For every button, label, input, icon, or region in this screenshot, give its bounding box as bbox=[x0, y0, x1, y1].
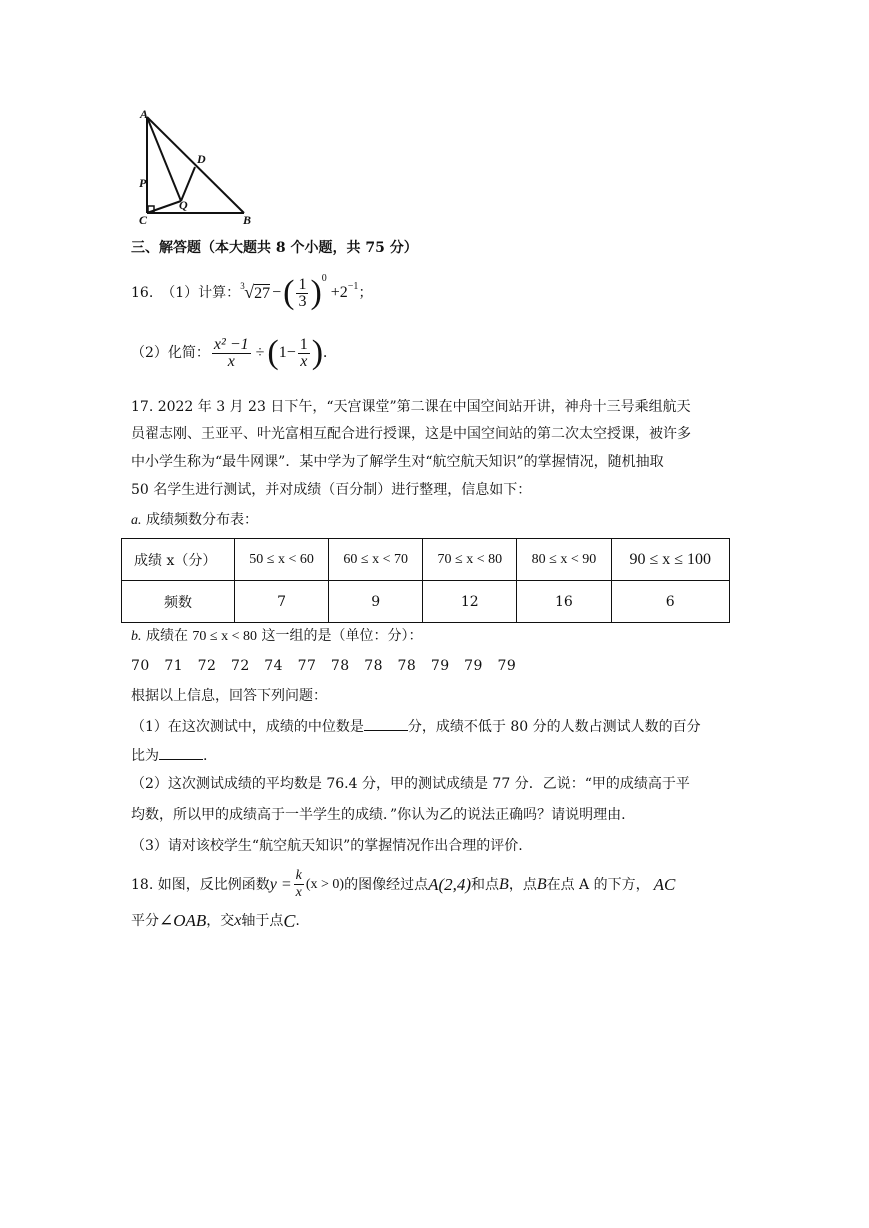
fraction-x2-1-over-x bbox=[212, 337, 251, 370]
q18-text-8: 轴于点 bbox=[241, 913, 284, 929]
b-range: 70 ≤ x < 80 bbox=[192, 629, 257, 644]
cube-root: 3 √27 bbox=[240, 283, 270, 303]
point-a: A(2,4) bbox=[428, 874, 472, 894]
func-fraction bbox=[294, 868, 304, 901]
q16-number: 16. bbox=[131, 285, 154, 301]
q18-text-3: 和点 bbox=[471, 876, 500, 893]
table-row bbox=[122, 581, 730, 623]
q18-text-7: ，交 bbox=[206, 913, 235, 929]
table-cell: 6 bbox=[611, 581, 730, 623]
period: . bbox=[323, 344, 328, 361]
point-c: C bbox=[283, 911, 296, 931]
q18-text-2: 的图像经过点 bbox=[344, 876, 429, 893]
q18-period: . bbox=[295, 913, 300, 929]
label-Q: Q bbox=[179, 198, 188, 212]
a-label: a. bbox=[131, 513, 142, 528]
table-header-cell: 60 ≤ x < 70 bbox=[329, 539, 423, 581]
q16-part1: 16. （1）计算： 3 √27 − ( $\frac{1}{3}$ ) 0 +2 −1 ； bbox=[131, 276, 372, 310]
minus-sign: − bbox=[272, 284, 282, 301]
exponent-neg-one: −1 bbox=[347, 281, 359, 292]
triangle-figure bbox=[130, 105, 260, 230]
q18-line2 bbox=[131, 912, 300, 930]
table-header-cell: 90 ≤ x ≤ 100 bbox=[611, 539, 730, 581]
point-b: B bbox=[499, 875, 509, 893]
label-D: D bbox=[197, 152, 206, 166]
answer-blank bbox=[364, 716, 408, 731]
func-y: y = bbox=[269, 875, 292, 893]
exponent-zero: 0 bbox=[321, 273, 327, 284]
p1-text: （1）在这次测试中，成绩的中位数是 bbox=[131, 719, 364, 735]
q18-text-4: ，点 bbox=[508, 876, 537, 893]
q17-a-line bbox=[131, 511, 258, 530]
q17-prompt: 根据以上信息，回答下列问题： bbox=[131, 688, 327, 704]
frac-den: x bbox=[227, 352, 235, 370]
p1-text-2: 分，成绩不低于 80 分的人数占测试人数的百分 bbox=[407, 719, 701, 735]
frac-den: x bbox=[295, 885, 302, 900]
one-minus: 1− bbox=[278, 344, 296, 361]
q17-line-1: 17. 2022 年 3 月 23 日下午，“天宫课堂”第二课在中国空间站开讲，神舟十三号乘组航天 bbox=[131, 399, 691, 415]
fraction-one-third bbox=[296, 277, 308, 310]
q18-line1 bbox=[131, 868, 675, 901]
q18-text-5: 在点 A 的下方， bbox=[546, 876, 650, 893]
table-header-cell: 80 ≤ x < 90 bbox=[517, 539, 611, 581]
label-P: P bbox=[139, 176, 147, 190]
table-cell: 7 bbox=[235, 581, 329, 623]
table-row bbox=[122, 539, 730, 581]
table-header-cell: 70 ≤ x < 80 bbox=[423, 539, 517, 581]
radicand: 27 bbox=[254, 285, 271, 302]
table-row-label: 频数 bbox=[122, 581, 235, 623]
fraction-one-over-x bbox=[298, 337, 310, 370]
q17-part2-line2: 均数，所以甲的成绩高于一半学生的成绩．”你认为乙的说法正确吗？请说明理由. bbox=[131, 807, 626, 823]
q17-line-3: 中小学生称为“最牛网课”．某中学为了解学生对“航空航天知识”的掌握情况，随机抽取 bbox=[131, 454, 664, 470]
root-index: 3 bbox=[240, 281, 245, 291]
q17-part1-line2 bbox=[131, 745, 207, 765]
table-header-cell: 50 ≤ x < 60 bbox=[235, 539, 329, 581]
q16-part1-label: （1）计算： bbox=[161, 285, 241, 301]
q16-part2: （2）化简： $\frac{\text{x² −1}}{x}$ ÷ ( 1− $\frac{1}{x}$ ) . bbox=[131, 334, 328, 371]
angle-oab: ∠OAB bbox=[159, 911, 207, 930]
p1-text-3: 比为 bbox=[131, 748, 159, 764]
frequency-table bbox=[121, 538, 730, 623]
scores-list: 70 71 72 72 74 77 78 78 78 79 79 79 bbox=[131, 658, 517, 674]
frac-num: 1 bbox=[299, 335, 308, 353]
b-text-2: 这一组的是（单位：分）： bbox=[257, 628, 423, 644]
table-cell: 16 bbox=[517, 581, 611, 623]
q17-line-4: 50 名学生进行测试，并对成绩（百分制）进行整理，信息如下： bbox=[131, 482, 532, 498]
label-C: C bbox=[139, 213, 148, 227]
frac-num: k bbox=[295, 868, 302, 883]
plus-two: +2 bbox=[330, 284, 348, 301]
frac-num: 1 bbox=[298, 275, 307, 293]
table-cell: 9 bbox=[329, 581, 423, 623]
q18-text: 18. 如图，反比例函数 bbox=[131, 876, 270, 893]
frac-den: 3 bbox=[298, 292, 307, 310]
frac-num: x² −1 bbox=[213, 335, 249, 353]
x-axis-label: x bbox=[234, 912, 242, 929]
point-b-2: B bbox=[536, 875, 547, 893]
q17-part1-line1 bbox=[131, 716, 701, 736]
q17-part3: （3）请对该校学生“航空航天知识”的掌握情况作出合理的评价. bbox=[131, 838, 523, 854]
semicolon: ； bbox=[358, 285, 373, 301]
label-B: B bbox=[243, 213, 252, 227]
q16-part2-label: （2）化简： bbox=[131, 345, 210, 361]
label-A: A bbox=[140, 107, 149, 121]
p1-period: . bbox=[203, 748, 208, 764]
q18-text-6: 平分 bbox=[131, 913, 159, 929]
frac-den: x bbox=[300, 352, 308, 370]
answer-blank bbox=[159, 745, 203, 760]
divide-sign: ÷ bbox=[255, 344, 265, 361]
table-header-cell: 成绩 x（分） bbox=[122, 539, 235, 581]
table-cell: 12 bbox=[423, 581, 517, 623]
func-domain: (x > 0) bbox=[305, 876, 345, 892]
section-heading: 三、解答题（本大题共 8 个小题，共 75 分） bbox=[131, 240, 418, 256]
b-text: 成绩在 bbox=[141, 628, 193, 644]
a-text: 成绩频数分布表： bbox=[141, 512, 258, 528]
q17-part2-line1: （2）这次测试成绩的平均数是 76.4 分，甲的测试成绩是 77 分．乙说：“甲的成绩高于平 bbox=[131, 776, 690, 792]
q17-line-2: 员翟志刚、王亚平、叶光富相互配合进行授课，这是中国空间站的第二次太空授课，被许多 bbox=[131, 426, 691, 442]
segment-ac: AC bbox=[653, 874, 676, 894]
b-label: b. bbox=[131, 629, 142, 644]
q17-b-line bbox=[131, 627, 422, 646]
